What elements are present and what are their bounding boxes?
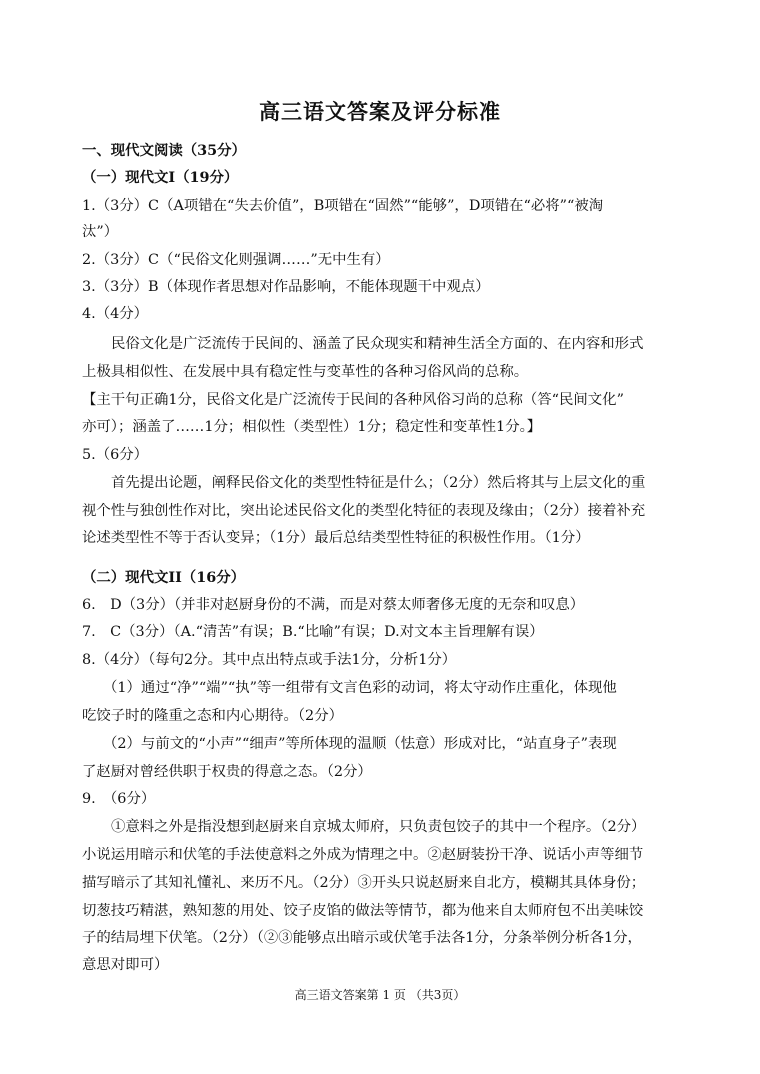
answer-line: 小说运用暗示和伏笔的手法使意料之外成为情理之中。②赵厨装扮干净、说话小声等细节 [82, 847, 644, 863]
answer-line: 汰”） [82, 224, 119, 240]
answer-line: 8.（4分）（每句2分。其中点出特点或手法1分，分析1分） [82, 652, 457, 668]
answer-line: 论述类型性不等于否认变异；（1分）最后总结类型性特征的积极性作用。（1分） [82, 530, 590, 546]
answer-line: 6. D（3分）（并非对赵厨身份的不满，而是对蔡太师奢侈无度的无奈和叹息） [82, 597, 585, 613]
answer-line: 切葱技巧精湛，熟知葱的用处、饺子皮馅的做法等情节，都为他来自太师府包不出美味饺 [82, 903, 644, 919]
answer-line: （2）与前文的“小声”“细声”等所体现的温顺（怯意）形成对比，“站直身子”表现 [103, 736, 617, 752]
answer-line: 吃饺子时的隆重之态和内心期待。（2分） [82, 708, 343, 724]
answer-line: （1）通过“净”“端”“执”等一组带有文言色彩的动词，将太守动作庄重化，体现他 [103, 680, 617, 696]
answer-line: 视个性与独创性作对比，突出论述民俗文化的类型化特征的表现及缘由；（2分）接着补充 [82, 503, 646, 519]
section-heading-1: 一、现代文阅读（35分） [82, 142, 246, 159]
answer-line: 上极具相似性、在发展中具有稳定性与变革性的各种习俗风尚的总称。 [82, 364, 529, 380]
answer-line: 3.（3分）B（体现作者思想对作品影响，不能体现题干中观点） [82, 279, 490, 295]
answer-line: 7. C（3分）（A.“清苦”有误；B.“比喻”有误；D.对文本主旨理解有误） [82, 624, 544, 640]
answer-line: 2.（3分）C（“民俗文化则强调……”无中生有） [82, 252, 390, 268]
answer-line: ①意料之外是指没想到赵厨来自京城太师府，只负责包饺子的其中一个程序。（2分） [111, 819, 646, 835]
answer-line: 了赵厨对曾经供职于权贵的得意之态。（2分） [82, 764, 372, 780]
answer-line: 民俗文化是广泛流传于民间的、涵盖了民众现实和精神生活全方面的、在内容和形式 [111, 336, 644, 352]
scoring-note: 亦可）；涵盖了……1分；相似性（类型性）1分；稳定性和变革性1分。】 [82, 419, 542, 435]
subsection-heading-2: （二）现代文II（16分） [82, 569, 246, 586]
scoring-note: 【主干句正确1分，民俗文化是广泛流传于民间的各种风俗习尚的总称（答“民间文化” [82, 392, 624, 408]
answer-line: 5.（6分） [82, 447, 149, 463]
answer-line: 首先提出论题，阐释民俗文化的类型性特征是什么；（2分）然后将其与上层文化的重 [111, 475, 646, 491]
page-footer: 高三语文答案第 1 页 （共3页） [294, 988, 466, 1002]
answer-line: 描写暗示了其知礼懂礼、来历不凡。（2分）③开头只说赵厨来自北方，模糊其具体身份； [82, 875, 646, 891]
answer-line: 意思对即可） [82, 957, 169, 973]
page-title: 高三语文答案及评分标准 [259, 100, 501, 124]
answer-line: 9. （6分） [82, 791, 156, 807]
answer-line: 4.（4分） [82, 306, 149, 322]
subsection-heading-1: （一）现代文I（19分） [82, 169, 239, 186]
answer-line: 子的结局埋下伏笔。（2分）（②③能够点出暗示或伏笔手法各1分，分条举例分析各1分， [82, 930, 642, 946]
answer-line: 1.（3分）C（A项错在“失去价值”，B项错在“固然”“能够”，D项错在“必将”“被淘 [82, 198, 604, 214]
